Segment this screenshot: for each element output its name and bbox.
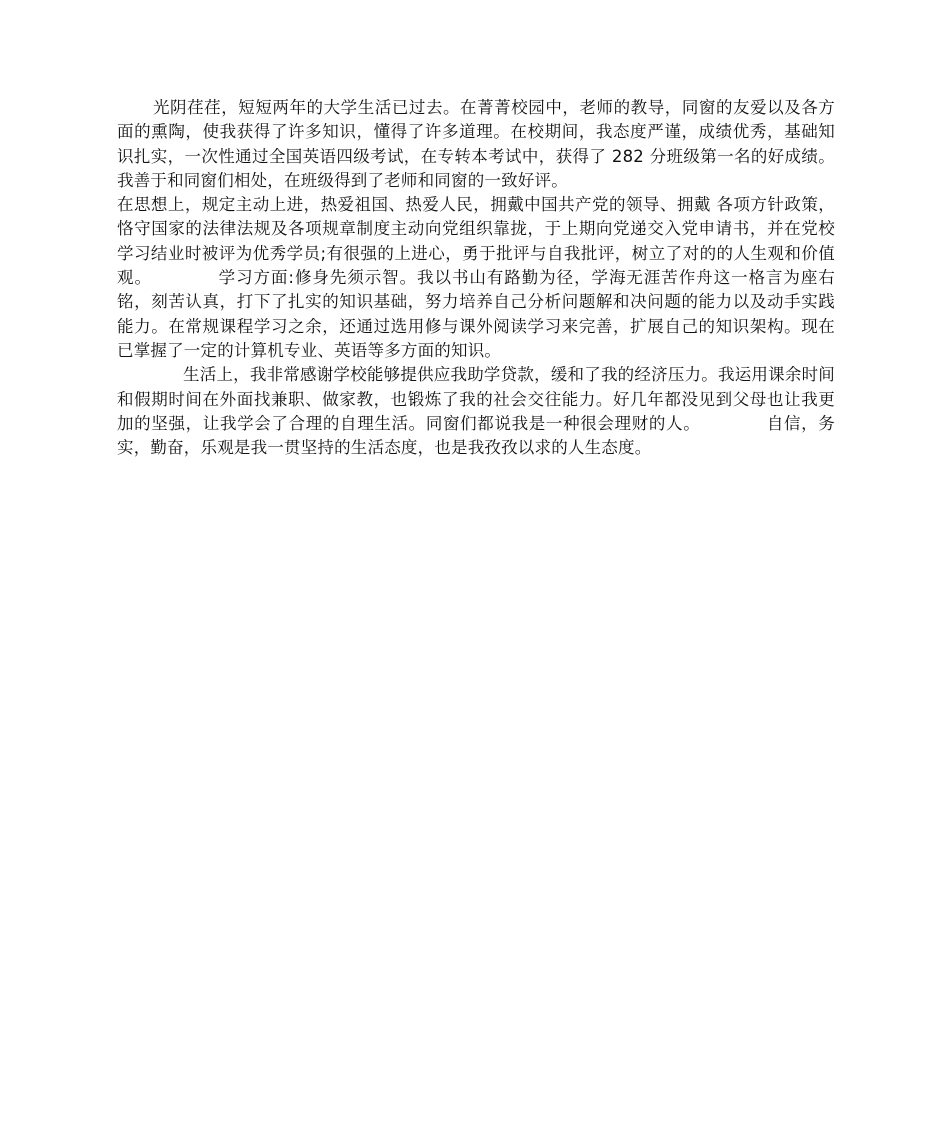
paragraph-intro: 光阴荏荏，短短两年的大学生活已过去。在菁菁校园中，老师的教导，同窗的友爱以及各方面的熏陶，使我获得了许多知识，懂得了许多道理。在校期间，我态度严谨，成绩优秀，基础知识扎实，一次性通过全国英语四级考试，在专转本考试中，获得了 282 分班级第一名的好成绩。我善于和同窗们相处，在班级得到了老师和同窗的一致好评。	[117, 98, 835, 190]
section-study: 学习方面:修身先须示智。我以书山有路勤为径，学海无涯苦作舟这一格言为座右铭，刻苦认真，打下了扎实的知识基础，努力培养自己分析问题解和决问题的能力以及动手实践能力。在常规课程学习之余，还通过选用修与课外阅读学习来完善，扩展自己的知识架构。现在已掌握了一定的计算机专业、英语等多方面的知识。	[117, 268, 836, 360]
document-body	[117, 96, 835, 460]
section-ideology: 在思想上，规定主动上进，热爱祖国、热爱人民，拥戴中国共产党的领导、拥戴 各项方针政策，恪守国家的法律法规及各项规章制度主动向党组织靠拢，于上期向党递交入党申请书，并在党校学习结业时被评为优秀学员;有很强的上进心，勇于批评与自我批评，树立了对的的人生观和价值观。	[117, 195, 835, 288]
section-attitude: 自信，务实，勤奋，乐观是我一贯坚持的生活态度，也是我孜孜以求的人生态度。	[117, 413, 835, 458]
section-life: 生活上，我非常感谢学校能够提供应我助学贷款，缓和了我的经济压力。我运用课余时间和假期时间在外面找兼职、做家教，也锻炼了我的社会交往能力。好几年都没见到父母也让我更加的坚强，让我学会了合理的自理生活。同窗们都说我是一种很会理财的人。	[117, 365, 835, 433]
paragraph-main	[117, 193, 835, 460]
